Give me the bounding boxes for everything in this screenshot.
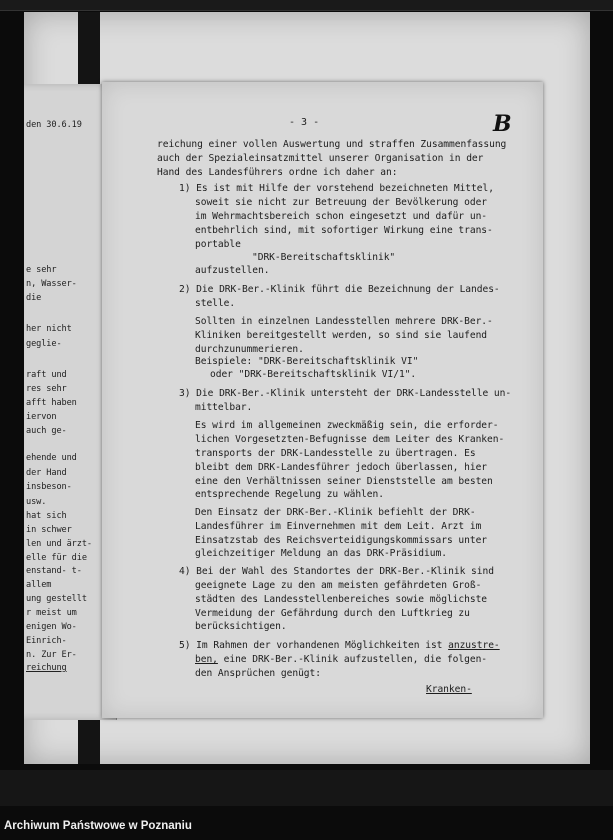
list-item-1-line: portable: [195, 239, 241, 250]
unit-name-quote: "DRK-Bereitschaftsklinik": [252, 252, 396, 263]
list-item-3-line: transports der DRK-Landesstelle zu übertragen. Es: [195, 448, 476, 459]
list-item-3-line: Den Einsatz der DRK-Ber.-Klinik befiehlt der DRK-: [195, 507, 476, 518]
left-page-line: die: [26, 293, 42, 303]
list-item-4-line: berücksichtigen.: [195, 621, 287, 632]
film-top-edge: [0, 0, 613, 11]
left-page-line: n. Zur Er-: [26, 650, 77, 660]
body-text-line: reichung einer vollen Auswertung und straffen Zusammenfassung: [157, 139, 507, 150]
list-item-1-line: 1) Es ist mit Hilfe der vorstehend bezeichneten Mittel,: [179, 183, 494, 194]
page-number: - 3 -: [289, 117, 320, 128]
left-page-line: in schwer: [26, 525, 72, 535]
left-page-line: r meist um: [26, 608, 77, 618]
list-item-2-line: stelle.: [195, 298, 236, 309]
left-page-line: auch ge-: [26, 426, 67, 436]
body-text-line: Hand des Landesführers ordne ich daher an:: [157, 167, 398, 178]
left-page-line: n, Wasser-: [26, 279, 77, 289]
list-item-1-line: aufzustellen.: [195, 265, 270, 276]
list-item-1-line: soweit sie nicht zur Betreuung der Bevölkerung oder: [195, 197, 488, 208]
list-item-2-line: Kliniken bereitgestellt werden, so sind sie laufend: [195, 330, 488, 341]
body-text-line: auch der Spezialeinsatzmittel unserer Organisation in der: [157, 153, 484, 164]
left-page-line: ehende und: [26, 453, 77, 463]
list-item-2-line: Sollten in einzelnen Landesstellen mehrere DRK-Ber.-: [195, 316, 493, 327]
left-page-line: usw.: [26, 497, 47, 507]
left-page-line: enstand- t-: [26, 566, 82, 576]
left-page-line: raft und: [26, 370, 67, 380]
underlined-text: anzustre-: [448, 640, 500, 651]
list-item-1-line: im Wehrmachtsbereich schon eingesetzt und dafür un-: [195, 211, 488, 222]
left-page-line: der Hand: [26, 468, 67, 478]
list-item-3-line: mittelbar.: [195, 402, 253, 413]
list-item-5-text: 5) Im Rahmen der vorhandenen Möglichkeiten ist: [179, 640, 449, 651]
archive-label: Archiwum Państwowe w Poznaniu: [4, 820, 192, 832]
list-item-4-line: 4) Bei der Wahl des Standortes der DRK-Ber.-Klinik sind: [179, 566, 494, 577]
left-page-line: res sehr: [26, 384, 67, 394]
list-item-2-line: oder "DRK-Bereitschaftsklinik VI/1".: [210, 369, 417, 380]
left-page-line: enigen Wo-: [26, 622, 77, 632]
handwritten-page-mark: B: [493, 111, 512, 137]
left-page-line: geglie-: [26, 339, 62, 349]
film-bottom-edge: [0, 770, 613, 806]
list-item-3-line: 3) Die DRK-Ber.-Klinik untersteht der DRK-Landesstelle un-: [179, 388, 512, 399]
left-page-line: elle für die: [26, 553, 87, 563]
list-item-3-line: Einsatzstab des Reichsverteidigungskommissars unter: [195, 535, 488, 546]
catchword: Kranken-: [426, 684, 472, 695]
list-item-3-line: entsprechende Regelung zu wählen.: [195, 489, 384, 500]
list-item-3-line: Es wird im allgemeinen zweckmäßig sein, die erforder-: [195, 420, 499, 431]
list-item-3-line: eine den Verhältnissen seiner Dienststelle am besten: [195, 476, 493, 487]
left-page-line: len und ärzt-: [26, 539, 92, 549]
list-item-1-line: entbehrlich sind, mit sofortiger Wirkung eine trans-: [195, 225, 493, 236]
list-item-2-line: durchzunummerieren.: [195, 344, 304, 355]
list-item-5-line: den Ansprüchen genügt:: [195, 668, 321, 679]
list-item-3-line: lichen Vorgesetzten-Befugnisse dem Leiter des Kranken-: [195, 434, 505, 445]
list-item-3-line: Landesführer im Einvernehmen mit dem Leit. Arzt im: [195, 521, 482, 532]
list-item-4-line: geeignete Lage zu den am meisten gefährdeten Groß-: [195, 580, 482, 591]
left-page-line: insbeson-: [26, 482, 72, 492]
left-page-line: afft haben: [26, 398, 77, 408]
list-item-5-line: [179, 640, 500, 652]
list-item-2-line: Beispiele: "DRK-Bereitschaftsklinik VI": [195, 356, 419, 367]
left-page-line: reichung: [26, 663, 67, 673]
list-item-3-line: gleichzeitiger Meldung an das DRK-Präsidium.: [195, 548, 447, 559]
left-page-line: ung gestellt: [26, 594, 87, 604]
left-page-line: Einrich-: [26, 636, 67, 646]
left-page-line: allem: [26, 580, 52, 590]
left-page-line: hat sich: [26, 511, 67, 521]
list-item-2-line: 2) Die DRK-Ber.-Klinik führt die Bezeichnung der Landes-: [179, 284, 500, 295]
left-page-line: her nicht: [26, 324, 72, 334]
left-page-line: den 30.6.19: [26, 120, 82, 130]
list-item-4-line: städten des Landesstellenbereiches sowie möglichste: [195, 594, 488, 605]
list-item-5-text: eine DRK-Ber.-Klinik aufzustellen, die folgen-: [217, 654, 488, 665]
underlined-text: ben,: [195, 654, 218, 665]
list-item-4-line: Vermeidung der Gefährdung durch den Luftkrieg zu: [195, 608, 470, 619]
left-page-line: e sehr: [26, 265, 57, 275]
list-item-5-line: [195, 654, 487, 666]
list-item-3-line: bleibt dem DRK-Landesführer jedoch überlassen, hier: [195, 462, 488, 473]
left-page-line: iervon: [26, 412, 57, 422]
